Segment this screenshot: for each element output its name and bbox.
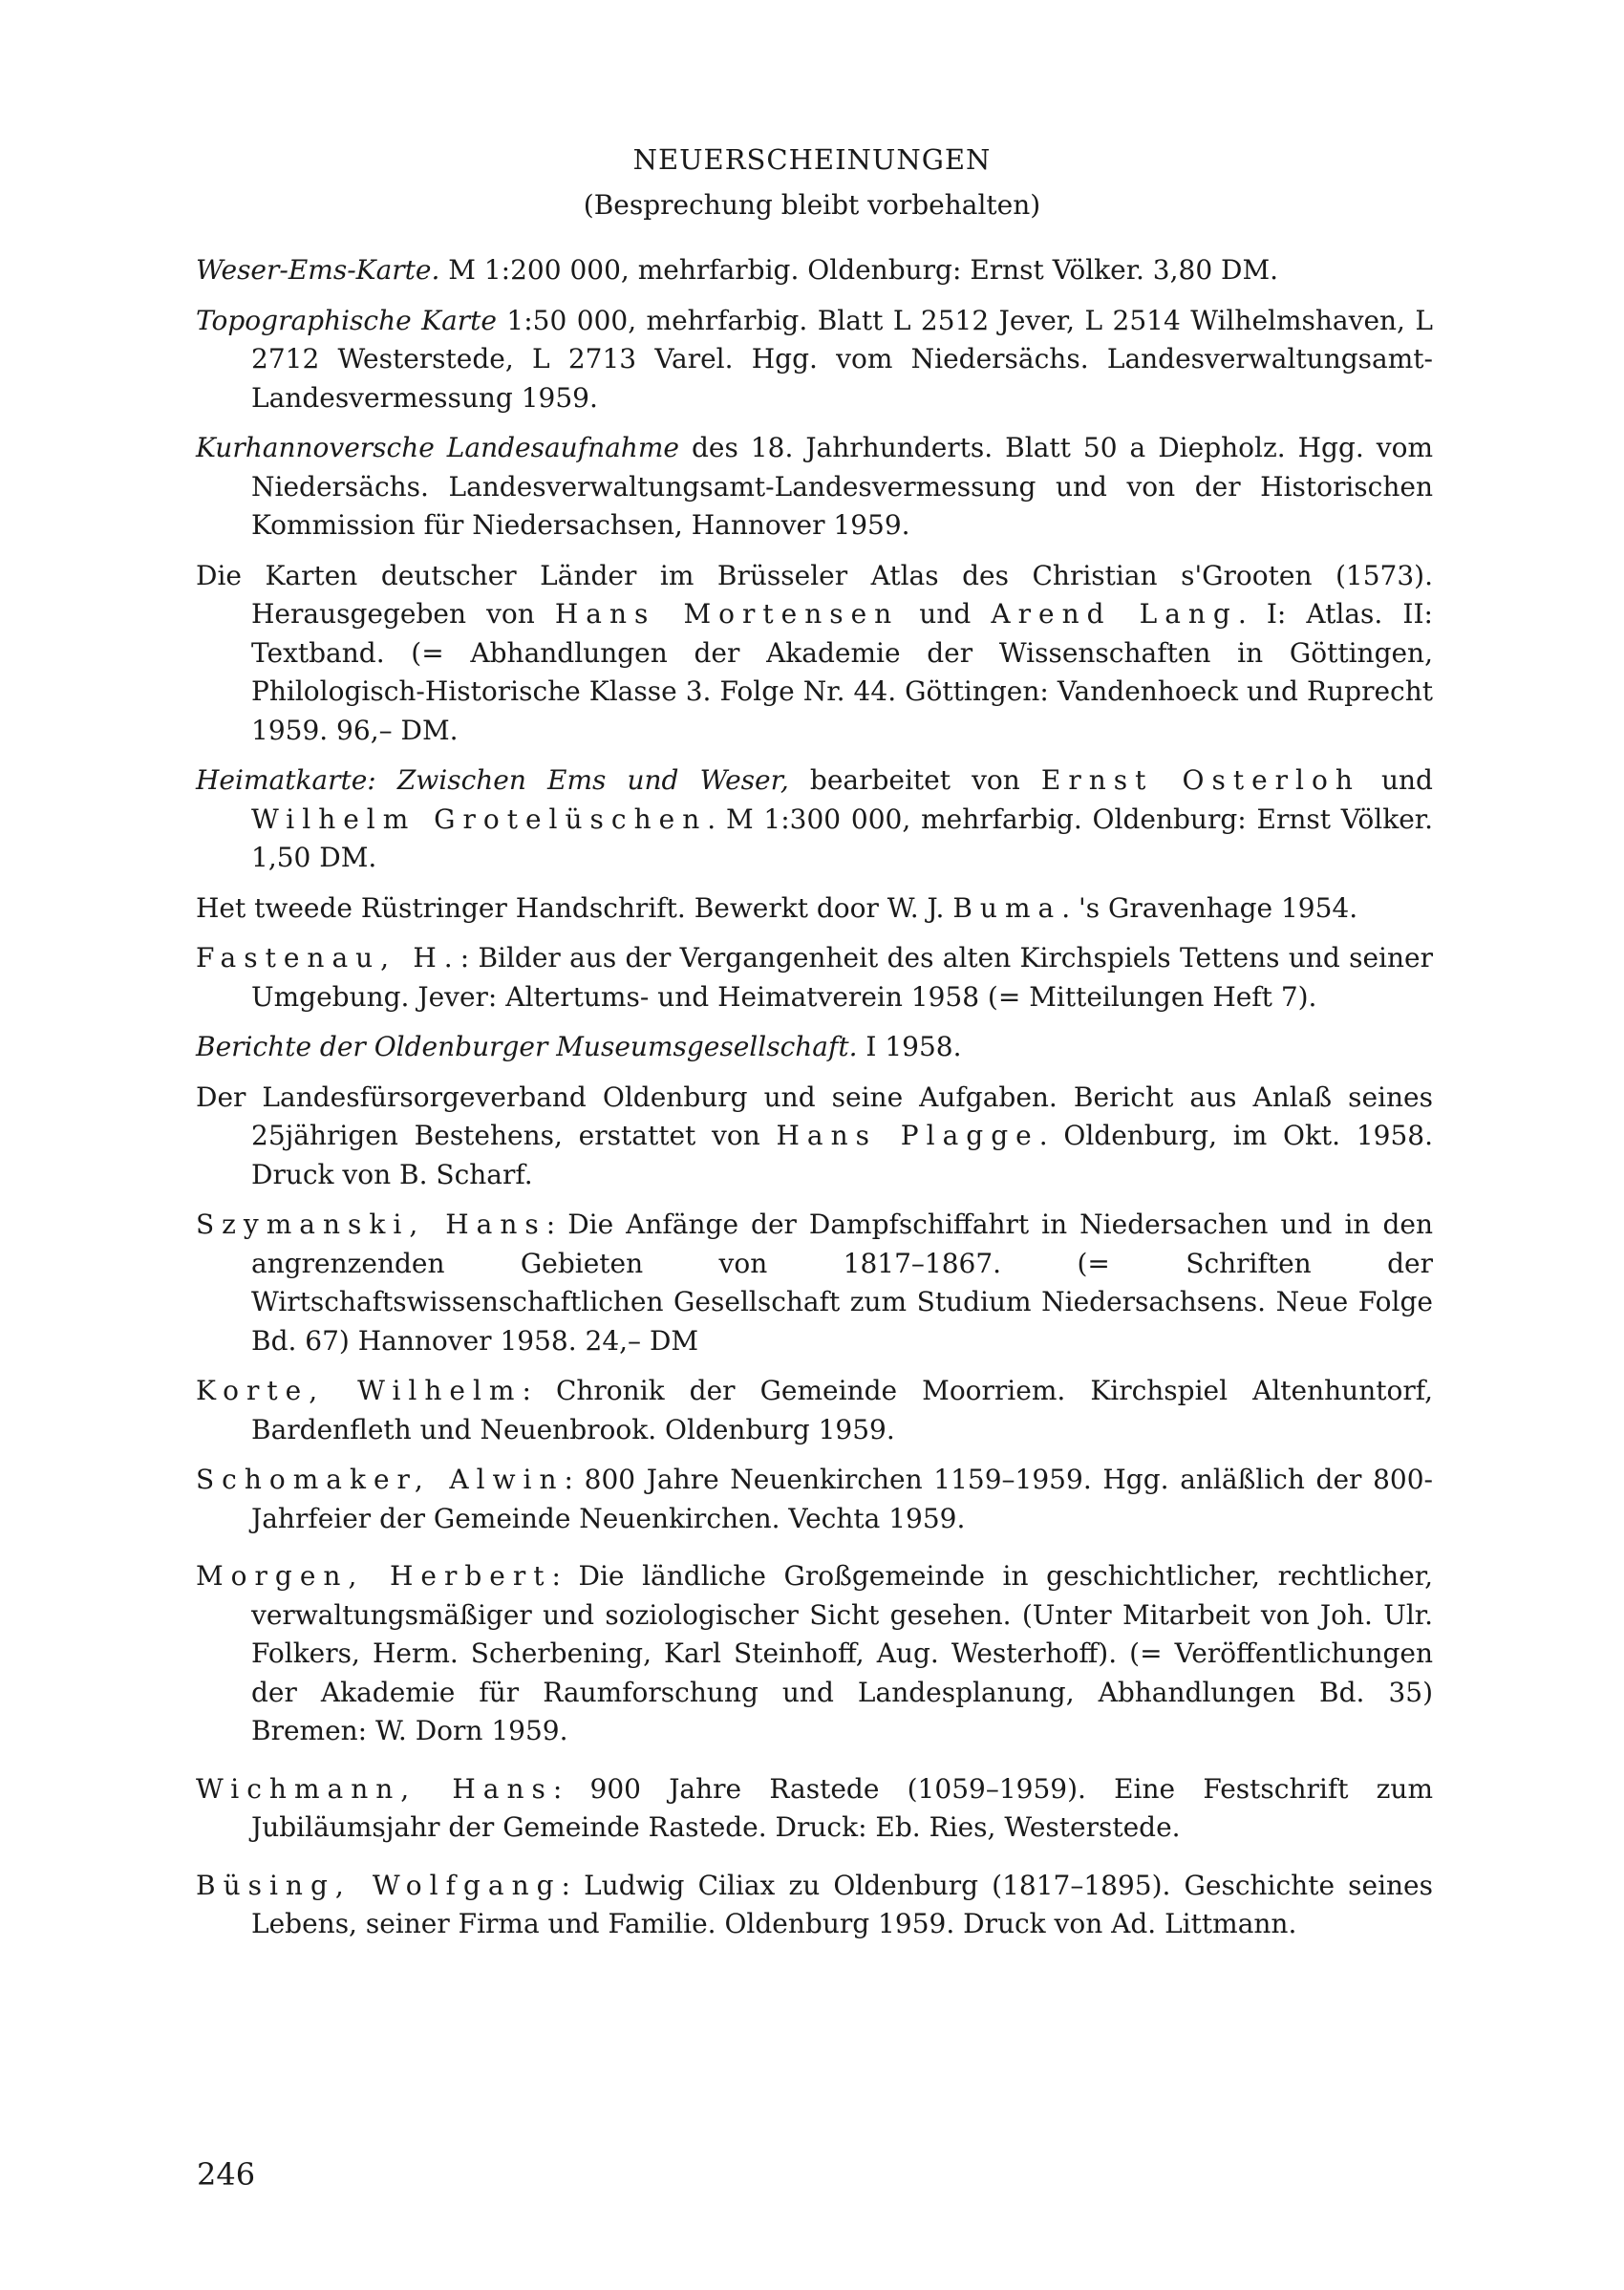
entry-author: Fastenau, H. <box>196 942 460 974</box>
entry-text: bearbeitet von <box>788 764 1041 796</box>
entry-author: Buma <box>952 891 1062 924</box>
entry-text: : Ludwig Ciliax zu Oldenburg (1817–1895). Geschichte seines Lebens, seiner Firma und Familie. Oldenburg 1959. Druck von Ad. Littmann. <box>251 1869 1433 1939</box>
bibliography-entry <box>196 1028 1433 1067</box>
section-title: NEUERSCHEINUNGEN <box>632 143 992 176</box>
bibliography-entry <box>196 1770 1433 1848</box>
entry-text: : Die ländliche Großgemeinde in geschichtlicher, rechtlicher, verwaltungsmäßiger und soziologischer Sicht gesehen. (Unter Mitarbeit von Joh. Ulr. Folkers, Herm. Scherbening, Karl Steinhoff, Aug. Westerhoff). (= Veröffentlichungen der Akademie für Raumforschung und Landesplanung, Abhandlungen Bd. 35) Bremen: W. Dorn 1959. <box>251 1560 1433 1746</box>
entry-author: Szymanski, Hans <box>196 1209 546 1240</box>
entry-title: Heimatkarte: Zwischen Ems und Weser, <box>196 764 789 796</box>
entry-author: Arend Lang <box>991 598 1238 630</box>
entry-author: Ernst Osterloh <box>1040 764 1360 796</box>
entry-author: Hans Mortensen <box>554 598 900 630</box>
entry-text: Het tweede Rüstringer Handschrift. Bewerkt door W. J. <box>196 891 953 924</box>
entry-text: Die Karten deutscher Länder im Brüsseler Atlas des Christian s'Grooten (1573). Herausgegeben von <box>196 559 1433 630</box>
bibliography-entry <box>196 889 1433 929</box>
entry-text: : 800 Jahre Neuenkirchen 1159–1959. Hgg. anläßlich der 800-Jahrfeier der Gemeinde Neuenkirchen. Vechta 1959. <box>251 1464 1434 1534</box>
entry-text: I 1958. <box>857 1031 962 1062</box>
bibliography-entry <box>196 1461 1433 1538</box>
bibliography-entry <box>196 557 1433 751</box>
entry-text: . M 1:300 000, mehrfarbig. Oldenburg: Ernst Völker. 1,50 DM. <box>251 803 1433 873</box>
entry-text: . 's Gravenhage 1954. <box>1061 891 1358 924</box>
entry-text: : Die Anfänge der Dampfschiffahrt in Niedersachen und in den angrenzenden Gebieten von 1817–1867. (= Schriften der Wirtschaftswissenschaftlichen Gesellschaft zum Studium Niedersachsens. Neue Folge Bd. 67) Hannover 1958. 24,– DM <box>251 1209 1433 1357</box>
entry-text: . Oldenburg, im Okt. 1958. Druck von B. Scharf. <box>251 1120 1433 1190</box>
entry-author: Hans Plagge <box>776 1120 1039 1151</box>
entry-text: 1:50 000, mehrfarbig. Blatt L 2512 Jever, L 2514 Wilhelmshaven, L 2712 Westerstede, L 2713 Varel. Hgg. vom Niedersächs. Landesverwaltungsamt-Landesvermessung 1959. <box>251 304 1433 414</box>
entry-text: des 18. Jahrhunderts. Blatt 50 a Diepholz. Hgg. vom Niedersächs. Landesverwaltungsamt-Landesvermessung und von der Historischen Kommission für Niedersachsen, Hannover 1959. <box>251 432 1433 541</box>
bibliography-entry <box>196 1079 1433 1195</box>
entry-text: . I: Atlas. II: Textband. (= Abhandlungen der Akademie der Wissenschaften in Göttingen, Philologisch-Historische Klasse 3. Folge Nr. 44. Göttingen: Vandenhoeck und Ruprecht 1959. 96,– DM. <box>251 598 1433 746</box>
entry-text: M 1:200 000, mehrfarbig. Oldenburg: Ernst Völker. 3,80 DM. <box>439 254 1279 286</box>
entry-author: Büsing, Wolfgang <box>196 1869 562 1901</box>
entry-text: : Bilder aus der Vergangenheit des alten Kirchspiels Tettens und seiner Umgebung. Jever: Altertums- und Heimatverein 1958 (= Mitteilungen Heft 7). <box>251 942 1433 1013</box>
bibliography-entry <box>196 429 1433 546</box>
bibliography-entry <box>196 1206 1433 1360</box>
bibliography-entry <box>196 1372 1433 1449</box>
entry-title: Weser-Ems-Karte. <box>196 254 440 286</box>
entry-author: Wilhelm Grotelüschen <box>251 803 708 835</box>
bibliography-entry <box>196 1867 1433 1944</box>
entry-text: : Chronik der Gemeinde Moorriem. Kirchspiel Altenhuntorf, Bardenfleth und Neuenbrook. Oldenburg 1959. <box>251 1375 1433 1445</box>
page-number: 246 <box>197 2156 256 2193</box>
entry-title: Kurhannoversche Landesaufnahme <box>196 432 679 463</box>
bibliography-entry <box>196 302 1433 418</box>
entry-text: und <box>1359 764 1433 796</box>
bibliography-entry <box>196 1557 1433 1751</box>
section-subtitle: (Besprechung bleibt vorbehalten) <box>583 189 1041 221</box>
entry-author: Morgen, Herbert <box>196 1560 552 1592</box>
entry-title: Topographische Karte <box>196 304 497 336</box>
bibliography-entry <box>196 939 1433 1017</box>
entry-author: Schomaker, Alwin <box>196 1464 565 1495</box>
entry-author: Korte, Wilhelm <box>196 1375 523 1406</box>
entry-author: Wichmann, Hans <box>196 1772 553 1805</box>
entry-text: Der Landesfürsorgeverband Oldenburg und seine Aufgaben. Bericht aus Anlaß seines 25jährigen Bestehens, erstattet von <box>196 1081 1433 1151</box>
entry-text: und <box>899 598 992 630</box>
entry-title: Berichte der Oldenburger Museumsgesellschaft. <box>196 1031 858 1062</box>
entry-text: : 900 Jahre Rastede (1059–1959). Eine Festschrift zum Jubiläumsjahr der Gemeinde Rastede. Druck: Eb. Ries, Westerstede. <box>251 1772 1433 1843</box>
bibliography-entry <box>196 251 1433 290</box>
bibliography-entry <box>196 761 1433 878</box>
bibliography-list <box>196 251 1433 1956</box>
